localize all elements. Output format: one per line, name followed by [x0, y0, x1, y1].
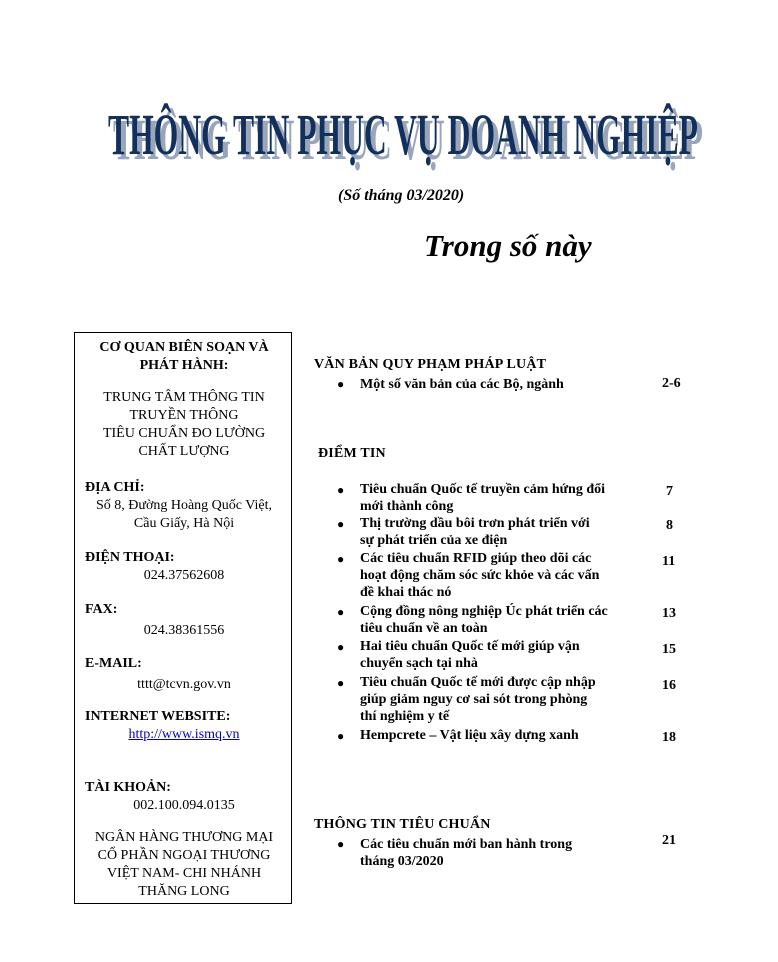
toc-item-line: tiêu chuẩn về an toàn [360, 621, 488, 636]
toc-page-number: 13 [662, 606, 676, 621]
email-label: E-MAIL: [85, 656, 142, 671]
toc-section-title: THÔNG TIN TIÊU CHUẨN [314, 817, 491, 832]
address-block [75, 479, 293, 533]
toc-item-line: Các tiêu chuẩn RFID giúp theo dõi các [360, 551, 592, 566]
masthead-title-shadow: THÔNG TIN PHỤC VỤ DOANH NGHIỆP [113, 107, 703, 172]
publisher-name-line: TRUYỀN THÔNG [129, 408, 239, 423]
toc-item[interactable] [360, 727, 638, 744]
website-block [75, 708, 293, 744]
website-label: INTERNET WEBSITE: [85, 709, 231, 724]
toc-item-line: Thị trường dầu bôi trơn phát triển với [360, 516, 590, 531]
toc-item-line: thí nghiệm y tế [360, 709, 450, 724]
toc-item-line: chuyển sạch tại nhà [360, 656, 478, 671]
publisher-name-line: TIÊU CHUẨN ĐO LƯỜNG [102, 426, 266, 441]
address-line: Cầu Giấy, Hà Nội [133, 516, 235, 531]
toc-page-number: 16 [662, 678, 676, 693]
bank-name-line: THĂNG LONG [138, 884, 230, 899]
toc-page-number: 7 [666, 484, 673, 499]
email-value: tttt@tcvn.gov.vn [137, 677, 231, 692]
toc-item-line: tháng 03/2020 [360, 854, 444, 869]
phone-value: 024.37562608 [143, 568, 225, 583]
toc-page-number: 2-6 [662, 376, 681, 391]
address-label: ĐỊA CHỈ: [85, 480, 145, 495]
publisher-name-line: TRUNG TÂM THÔNG TIN [103, 390, 265, 405]
toc-page-number: 18 [662, 730, 676, 745]
bullet-icon: ● [337, 483, 345, 497]
issue-label: (Số tháng 03/2020) [338, 187, 465, 204]
bullet-icon: ● [337, 605, 345, 619]
toc-item-line: Hempcrete – Vật liệu xây dựng xanh [360, 728, 579, 743]
account-block [75, 779, 293, 815]
bank-name [75, 829, 293, 901]
phone-block [75, 549, 293, 585]
bullet-icon: ● [337, 729, 345, 743]
toc-page-number: 11 [662, 554, 676, 569]
email-block [75, 655, 293, 694]
toc-item[interactable] [360, 674, 638, 725]
bank-name-line: NGÂN HÀNG THƯƠNG MẠI [94, 830, 274, 845]
bank-name-line: CỔ PHẦN NGOẠI THƯƠNG [97, 848, 271, 863]
publisher-heading [75, 339, 293, 375]
toc-item-line: giúp giảm nguy cơ sai sót trong phòng [360, 692, 588, 707]
phone-label: ĐIỆN THOẠI: [85, 550, 175, 565]
publisher-info-box [74, 332, 292, 904]
toc-item[interactable] [360, 603, 638, 637]
bullet-icon: ● [337, 676, 345, 690]
toc-page-number: 8 [666, 518, 673, 533]
toc-item-line: Hai tiêu chuẩn Quốc tế mới giúp vận [360, 639, 580, 654]
account-label: TÀI KHOẢN: [85, 780, 171, 795]
toc-item[interactable] [360, 550, 638, 601]
bullet-icon: ● [337, 517, 345, 531]
toc-section-title: VĂN BẢN QUY PHẠM PHÁP LUẬT [314, 357, 547, 372]
publisher-heading-line: PHÁT HÀNH: [139, 358, 229, 373]
publisher-name-line: CHẤT LƯỢNG [138, 444, 230, 459]
address-line: Số 8, Đường Hoàng Quốc Việt, [95, 498, 273, 513]
bullet-icon: ● [337, 377, 345, 391]
toc-item-line: Cộng đồng nông nghiệp Úc phát triển các [360, 604, 608, 619]
masthead-title: THÔNG TIN PHỤC VỤ DOANH NGHIỆP [108, 102, 698, 167]
bullet-icon: ● [337, 640, 345, 654]
toc-item[interactable] [360, 376, 650, 393]
account-value: 002.100.094.0135 [133, 798, 235, 813]
masthead-title-graphic [70, 60, 720, 180]
publisher-heading-line: CƠ QUAN BIÊN SOẠN VÀ [99, 340, 269, 355]
toc-item[interactable] [360, 481, 638, 515]
masthead [70, 60, 720, 180]
bullet-icon: ● [337, 837, 345, 851]
website-link[interactable]: http://www.ismq.vn [128, 727, 240, 742]
toc-item-line: Tiêu chuẩn Quốc tế truyền cảm hứng đổi [360, 482, 605, 497]
toc-item[interactable] [360, 836, 638, 870]
toc-item-line: hoạt động chăm sóc sức khỏe và các vấn [360, 568, 600, 583]
toc-page-number: 15 [662, 642, 676, 657]
bank-name-line: VIỆT NAM- CHI NHÁNH [106, 866, 262, 881]
fax-block [75, 601, 293, 640]
toc-item-line: sự phát triển của xe điện [360, 533, 508, 548]
toc-item[interactable] [360, 638, 638, 672]
toc-section-title: ĐIỂM TIN [318, 446, 386, 461]
bullet-icon: ● [337, 552, 345, 566]
page-title: Trong số này [424, 228, 592, 263]
fax-label: FAX: [85, 602, 118, 617]
toc-item-text: Một số văn bản của các Bộ, ngành [360, 377, 564, 392]
toc-item-line: đề khai thác nó [360, 585, 452, 600]
publisher-name [75, 389, 293, 461]
toc-item-line: Tiêu chuẩn Quốc tế mới được cập nhập [360, 675, 596, 690]
toc-item-line: Các tiêu chuẩn mới ban hành trong [360, 837, 573, 852]
toc-page-number: 21 [662, 833, 676, 848]
toc-item[interactable] [360, 515, 638, 549]
toc-item-line: mới thành công [360, 499, 454, 514]
fax-value: 024.38361556 [143, 623, 225, 638]
